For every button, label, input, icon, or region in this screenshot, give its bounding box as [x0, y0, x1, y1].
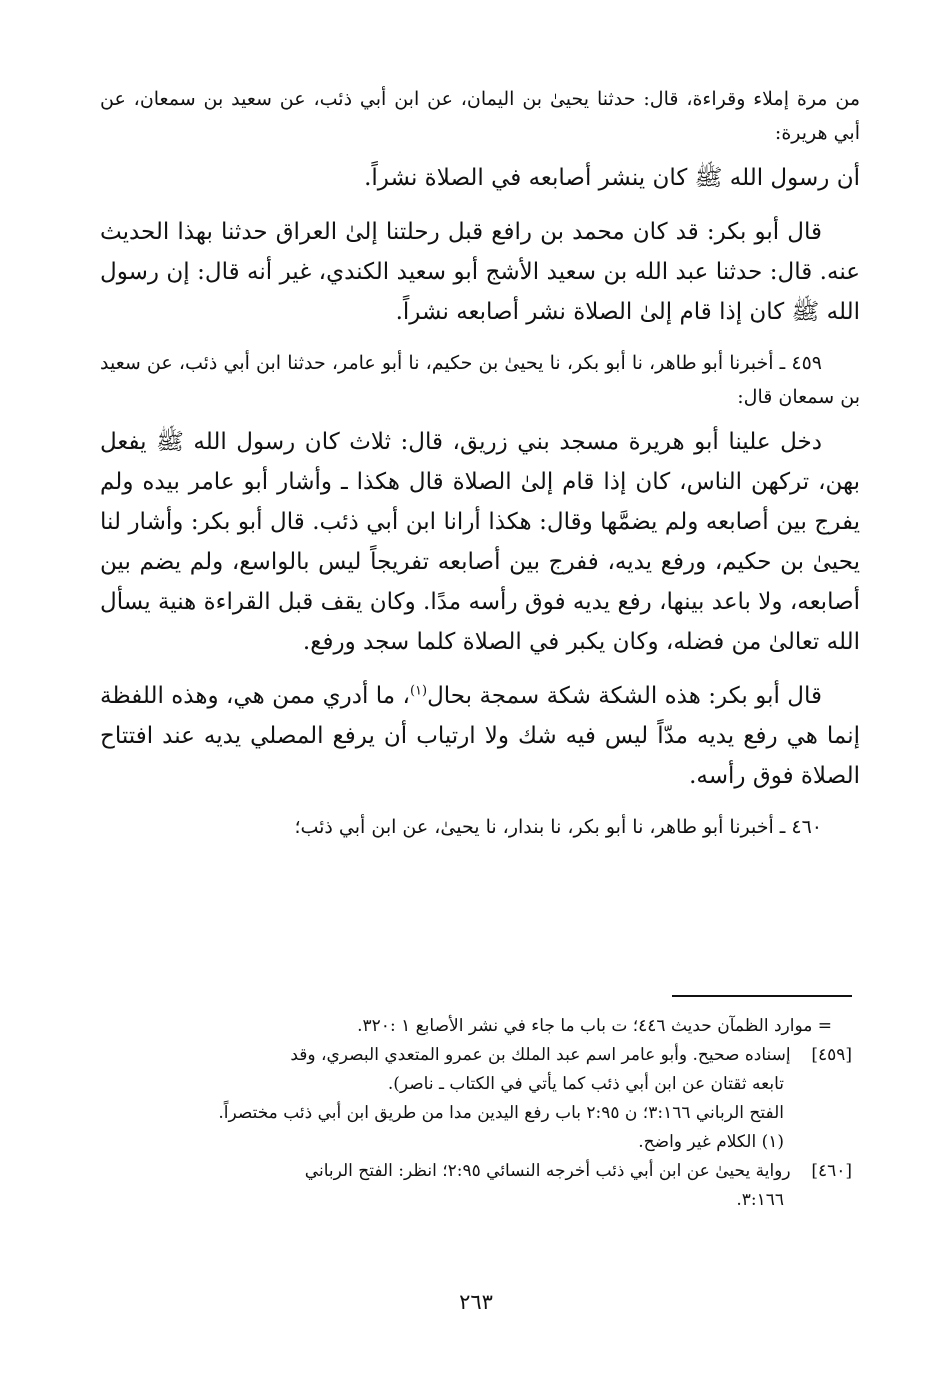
isnad-459: ٤٥٩ ـ أخبرنا أبو طاهر، نا أبو بكر، نا يحيىٰ بن حكيم، نا أبو عامر، حدثنا ابن أبي ذئب، عن سعيد بن سمعان قال:: [100, 352, 860, 408]
footnote-note-1: (١) الكلام غير واضح.: [638, 1132, 784, 1152]
isnad-460: ٤٦٠ ـ أخبرنا أبو طاهر، نا أبو بكر، نا بندار، نا يحيىٰ، عن ابن أبي ذئب؛: [294, 816, 822, 838]
footnote-marker: (١): [409, 683, 428, 699]
hadith-458-text: أن رسول الله ﷺ كان ينشر أصابعه في الصلاة نشراً.: [364, 165, 860, 191]
footnote-459-text-a: إسناده صحيح. وأبو عامر اسم عبد الملك بن عمرو المتعدي البصري، وقد: [290, 1045, 791, 1065]
footnote-460-text-b: ٣:١٦٦.: [736, 1190, 784, 1210]
footnote-continuation: = موارد الظمآن حديث ٤٤٦؛ ت باب ما جاء في نشر الأصابع ١ :٣٢٠.: [357, 1016, 832, 1036]
footnote-459-text-b: تابعه ثقتان عن ابن أبي ذئب كما يأتي في الكتاب ـ ناصر).: [387, 1074, 784, 1094]
footnote-459: [92, 1041, 852, 1070]
footnote-459-tag: [٤٥٩]: [811, 1045, 852, 1065]
abu-bakr-note-2-part-b: ، ما أدري ممن هي، وهذه اللفظة إنما هي رفع يديه مدّاً ليس فيه شك ولا ارتياب أن يرفع المصلي يديه عند افتتاح الصلاة فوق رأسه.: [100, 683, 860, 789]
intro-lines: من مرة إملاء وقراءة، قال: حدثنا يحيىٰ بن اليمان، عن ابن أبي ذئب، عن سعيد بن سمعان، عن أبي هريرة:: [100, 88, 860, 144]
footnote-460-text-a: رواية يحيىٰ عن ابن أبي ذئب أخرجه النسائي ٢:٩٥؛ انظر: الفتح الرباني: [304, 1161, 791, 1181]
abu-bakr-note-2-part-a: قال أبو بكر: هذه الشكة شكة سمجة بحال: [427, 683, 822, 709]
page-body: [100, 82, 860, 844]
footnotes: [92, 1012, 852, 1215]
abu-bakr-note-2: [100, 676, 860, 796]
footnote-460: [92, 1157, 852, 1186]
abu-bakr-note-1: قال أبو بكر: قد كان محمد بن رافع قبل رحلتنا إلىٰ العراق حدثنا بهذا الحديث عنه. قال: حدثنا عبد الله بن سعيد الأشج أبو سعيد الكندي، غير أنه قال: إن رسول الله ﷺ كان إذا قام إلىٰ الصلاة نشر أصابعه نشراً.: [100, 219, 860, 325]
footnote-459-text-c: الفتح الرباني ٣:١٦٦؛ ن ٢:٩٥ باب رفع اليدين مدا من طريق ابن أبي ذئب مختصراً.: [218, 1103, 784, 1123]
page-number: ٢٦٣: [459, 1290, 493, 1314]
footnote-divider: [672, 995, 852, 997]
hadith-459-text: دخل علينا أبو هريرة مسجد بني زريق، قال: ثلاث كان رسول الله ﷺ يفعل بهن، تركهن الناس، كان إذا قام إلىٰ الصلاة قال هكذا ـ وأشار أبو عامر بيده ولم يفرج بين أصابعه ولم يضمَّها وقال: هكذا أرانا ابن أبي ذئب. قال أبو بكر: وأشار لنا يحيىٰ بن حكيم، ورفع يديه، ففرج بين أصابعه تفريجاً ليس بالواسع، ولم يضم بين أصابعه، ولا باعد بينها، رفع يديه فوق رأسه مدًا. وكان يقف قبل القراءة هنية يسأل الله تعالىٰ من فضله، وكان يكبر في الصلاة كلما سجد ورفع.: [100, 429, 860, 655]
footnote-460-tag: [٤٦٠]: [811, 1161, 852, 1181]
